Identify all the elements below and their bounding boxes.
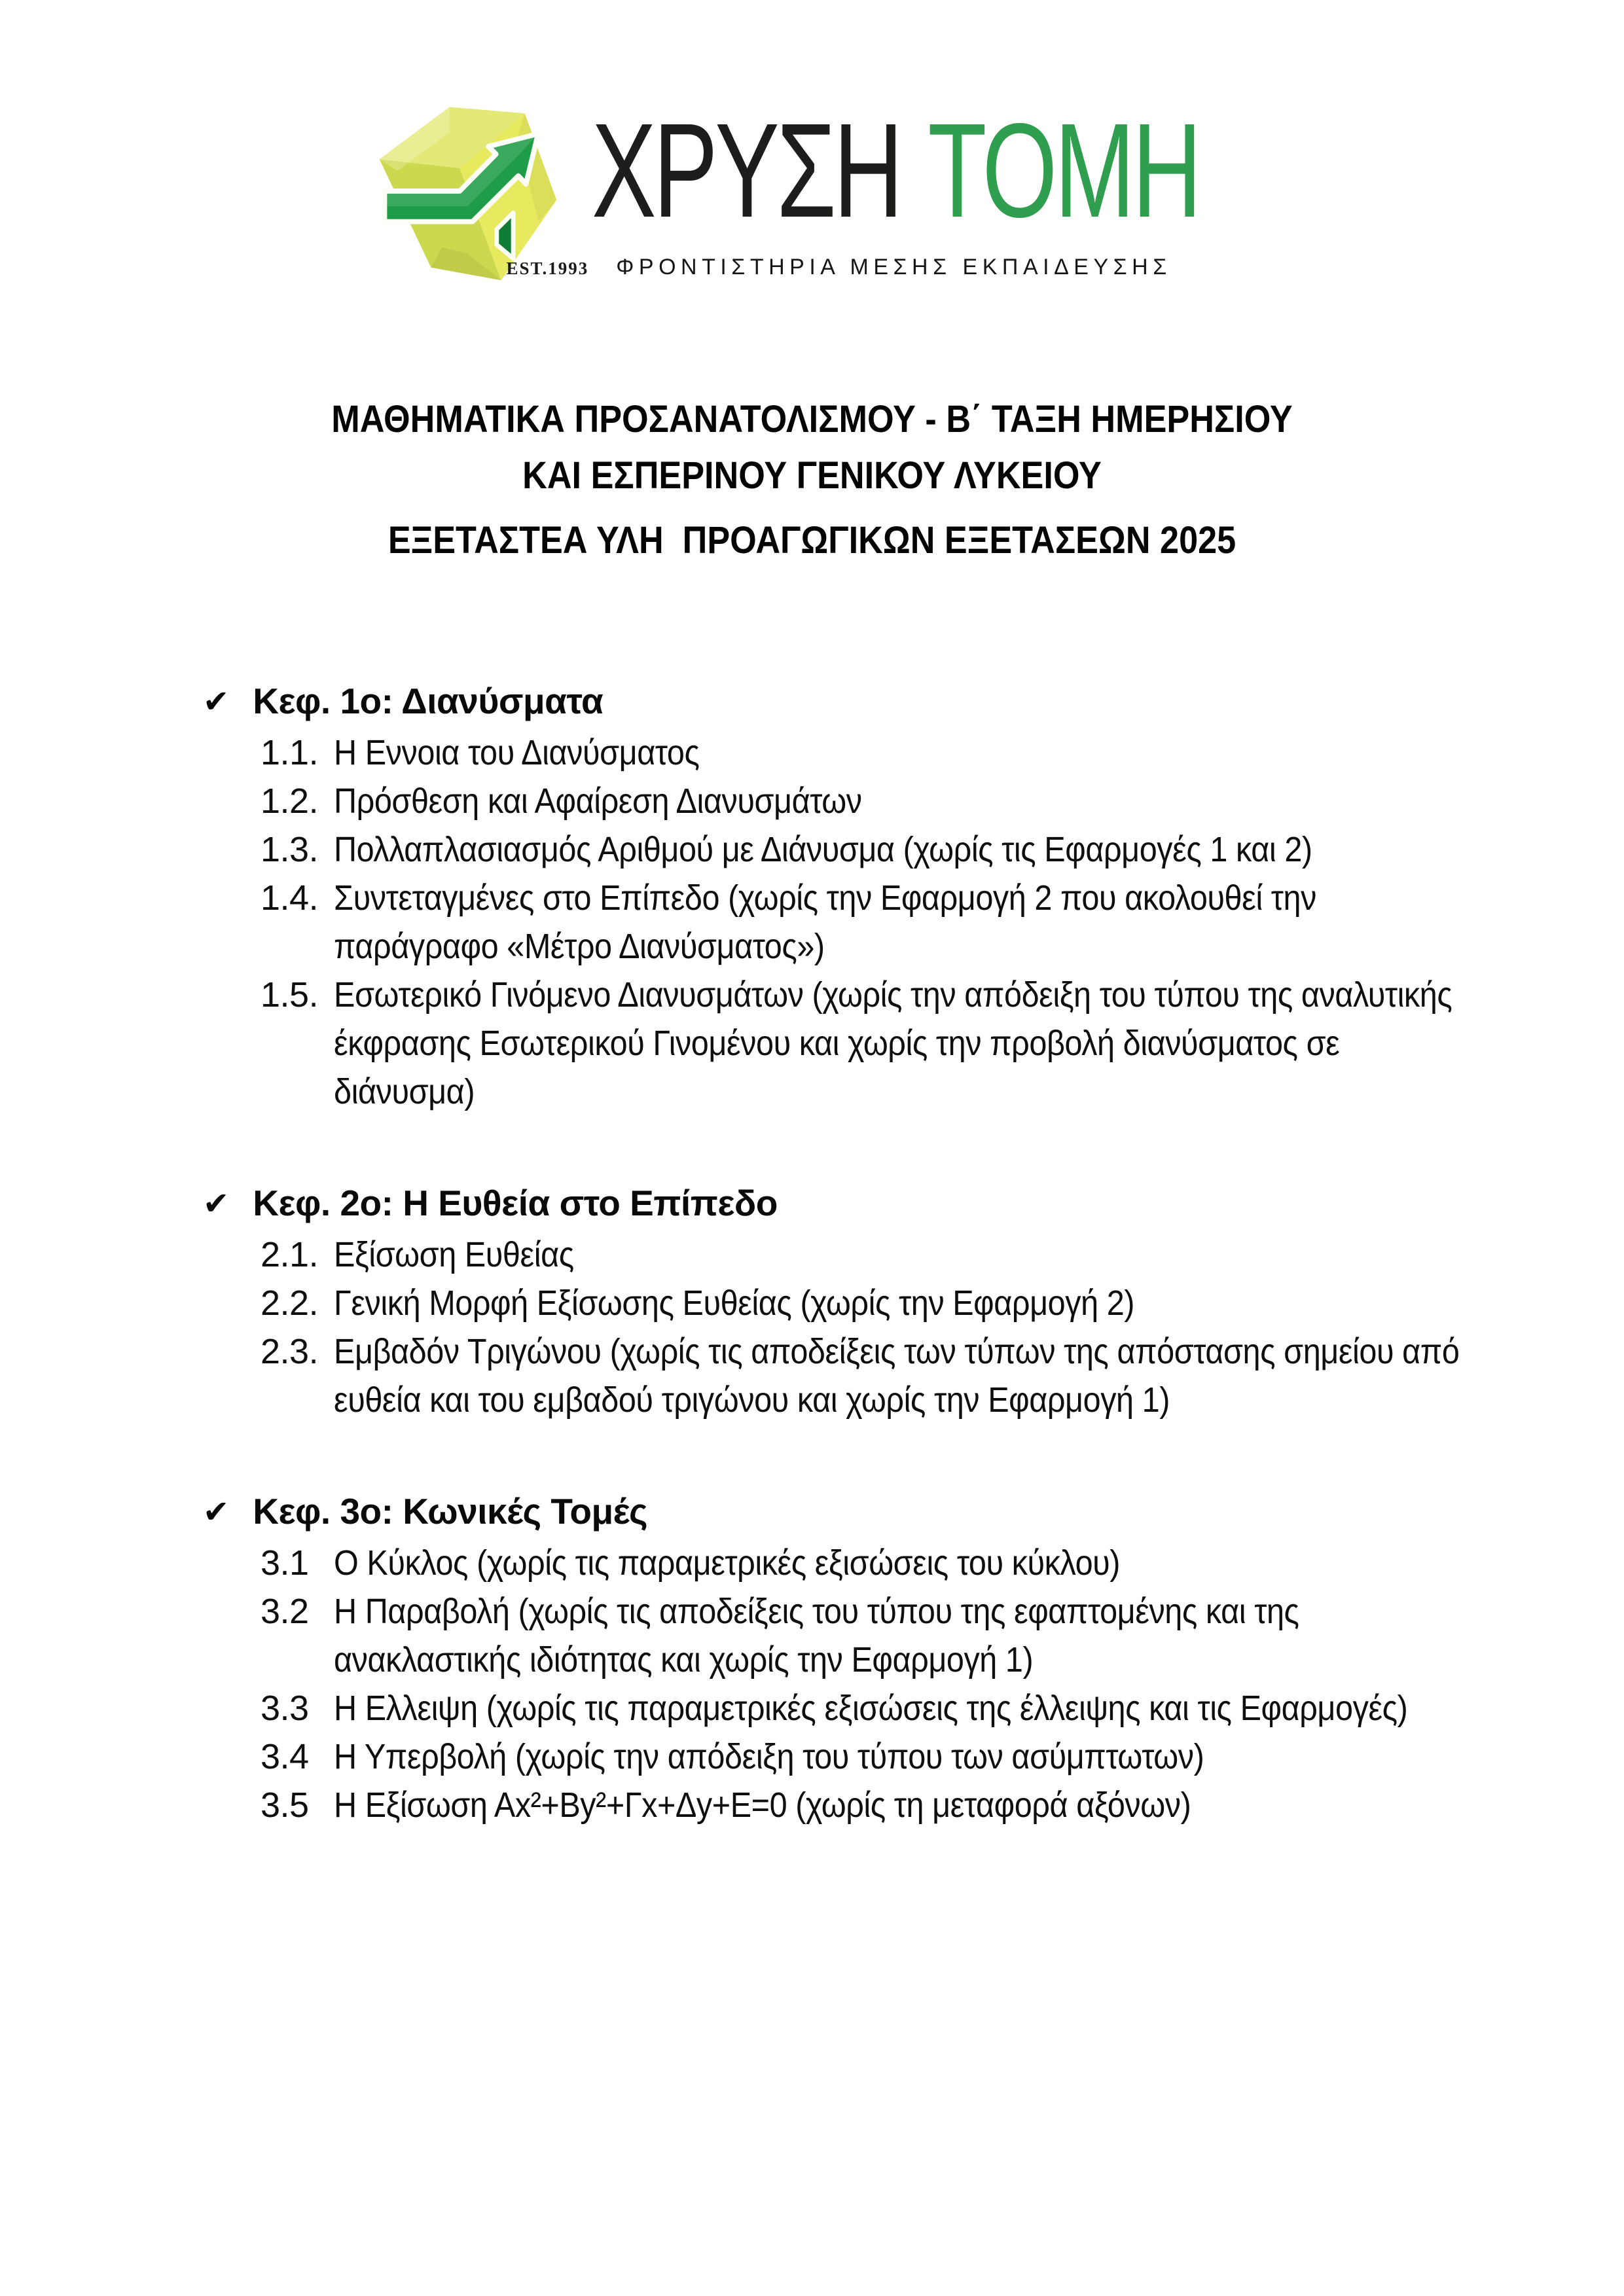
item-number: 2.1.: [261, 1235, 319, 1274]
syllabus-item: [261, 1327, 1624, 1424]
item-number: 3.1: [261, 1543, 309, 1583]
section-heading-row: [203, 1179, 1624, 1229]
logo-text-block: [506, 92, 1253, 280]
logo-tagline-row: [507, 255, 1253, 280]
item-number: 1.4.: [261, 878, 319, 918]
syllabus-item: [261, 1781, 1624, 1829]
brand-wordmark: [591, 96, 1199, 245]
item-text: Ο Κύκλος (χωρίς τις παραμετρικές εξισώσεις του κύκλου): [334, 1543, 1121, 1583]
logo-tagline: ΦΡΟΝΤΙΣΤΗΡΙΑ ΜΕΣΗΣ ΕΚΠΑΙΔΕΥΣΗΣ: [616, 255, 1172, 279]
item-text: Η Υπερβολή (χωρίς την απόδειξη του τύπου των ασύμπτωτων): [334, 1737, 1204, 1776]
syllabus-item: [261, 728, 1624, 777]
checkmark-icon: ✔: [203, 1185, 230, 1222]
item-text: Εσωτερικό Γινόμενο Διανυσμάτων (χωρίς την απόδειξη του τύπου της αναλυτικής έκφρασης Εσωτερικού Γινομένου και χωρίς την προβολή διανύσματος σε διάνυσμα): [334, 975, 1453, 1111]
logo: [0, 0, 1624, 288]
item-number: 3.3: [261, 1689, 309, 1728]
section-heading: Κεφ. 2ο: Η Ευθεία στο Επίπεδο: [253, 1183, 778, 1223]
item-text: Εξίσωση Ευθείας: [334, 1235, 574, 1274]
brand-name-tomi: ΤΟΜΗ: [927, 96, 1199, 245]
item-text: Πρόσθεση και Αφαίρεση Διανυσμάτων: [334, 781, 862, 821]
item-number: 1.2.: [261, 781, 319, 821]
section-items: [203, 1230, 1624, 1424]
item-text: Πολλαπλασιασμός Αριθμού με Διάνυσμα (χωρίς τις Εφαρμογές 1 και 2): [334, 830, 1312, 869]
chapter-section: [203, 1179, 1624, 1424]
section-items: [203, 728, 1624, 1116]
sections: [203, 677, 1624, 1829]
section-heading: Κεφ. 3ο: Κωνικές Τομές: [253, 1491, 648, 1532]
syllabus-item: [261, 1587, 1624, 1684]
syllabus-item: [261, 1684, 1624, 1732]
item-number: 1.1.: [261, 733, 319, 772]
item-number: 1.5.: [261, 975, 319, 1014]
syllabus-item: [261, 874, 1624, 971]
syllabus-item: [261, 825, 1624, 874]
item-text: Η Ελλειψη (χωρίς τις παραμετρικές εξισώσεις της έλλειψης και τις Εφαρμογές): [334, 1689, 1408, 1728]
document-title: [81, 391, 1543, 504]
section-heading-row: [203, 1487, 1624, 1537]
item-text: Η Παραβολή (χωρίς τις αποδείξεις του τύπου της εφαπτομένης και της ανακλαστικής ιδιότητας και χωρίς την Εφαρμογή 1): [334, 1592, 1299, 1679]
item-number: 1.3.: [261, 830, 319, 869]
checkmark-icon: ✔: [203, 1494, 230, 1530]
chapter-section: [203, 1487, 1624, 1829]
syllabus-item: [261, 1279, 1624, 1327]
section-heading-row: [203, 677, 1624, 727]
item-text: Εμβαδόν Τριγώνου (χωρίς τις αποδείξεις των τύπων της απόστασης σημείου από ευθεία και του εμβαδού τριγώνου και χωρίς την Εφαρμογή 1): [334, 1332, 1460, 1420]
item-number: 3.4: [261, 1737, 309, 1776]
item-text: Γενική Μορφή Εξίσωσης Ευθείας (χωρίς την Εφαρμογή 2): [334, 1283, 1135, 1323]
section-items: [203, 1539, 1624, 1829]
syllabus-item: [261, 1539, 1624, 1587]
item-number: 3.5: [261, 1785, 309, 1825]
item-number: 2.3.: [261, 1332, 319, 1371]
title-line1: ΜΑΘΗΜΑΤΙΚΑ ΠΡΟΣΑΝΑΤΟΛΙΣΜΟΥ - Β΄ ΤΑΞΗ ΗΜΕΡΗΣΙΟΥ: [331, 398, 1293, 440]
brand-name-chrysi: ΧΡΥΣΗ: [591, 96, 901, 245]
syllabus-item: [261, 777, 1624, 825]
syllabus-item: [261, 1732, 1624, 1781]
syllabus-item: [261, 971, 1624, 1116]
chapter-section: [203, 677, 1624, 1116]
section-heading: Κεφ. 1ο: Διανύσματα: [253, 681, 604, 721]
syllabus-item: [261, 1230, 1624, 1279]
item-text: Η Εννοια του Διανύσματος: [334, 733, 700, 772]
logo-est-text: EST.1993: [506, 259, 589, 278]
document-subtitle: ΕΞΕΤΑΣΤΕΑ ΥΛΗ ΠΡΟΑΓΩΓΙΚΩΝ ΕΞΕΤΑΣΕΩΝ 2025: [388, 519, 1236, 562]
item-number: 2.2.: [261, 1283, 319, 1323]
item-text: Συντεταγμένες στο Επίπεδο (χωρίς την Εφαρμογή 2 που ακολουθεί την παράγραφο «Μέτρο Διανύσματος»): [334, 878, 1316, 966]
item-number: 3.2: [261, 1592, 309, 1631]
checkmark-icon: ✔: [203, 683, 230, 720]
item-text: Η Εξίσωση Αx²+Βy²+Γx+Δy+Ε=0 (χωρίς τη μεταφορά αξόνων): [334, 1785, 1191, 1825]
title-line2: ΚΑΙ ΕΣΠΕΡΙΝΟΥ ΓΕΝΙΚΟΥ ΛΥΚΕΙΟΥ: [522, 454, 1102, 497]
